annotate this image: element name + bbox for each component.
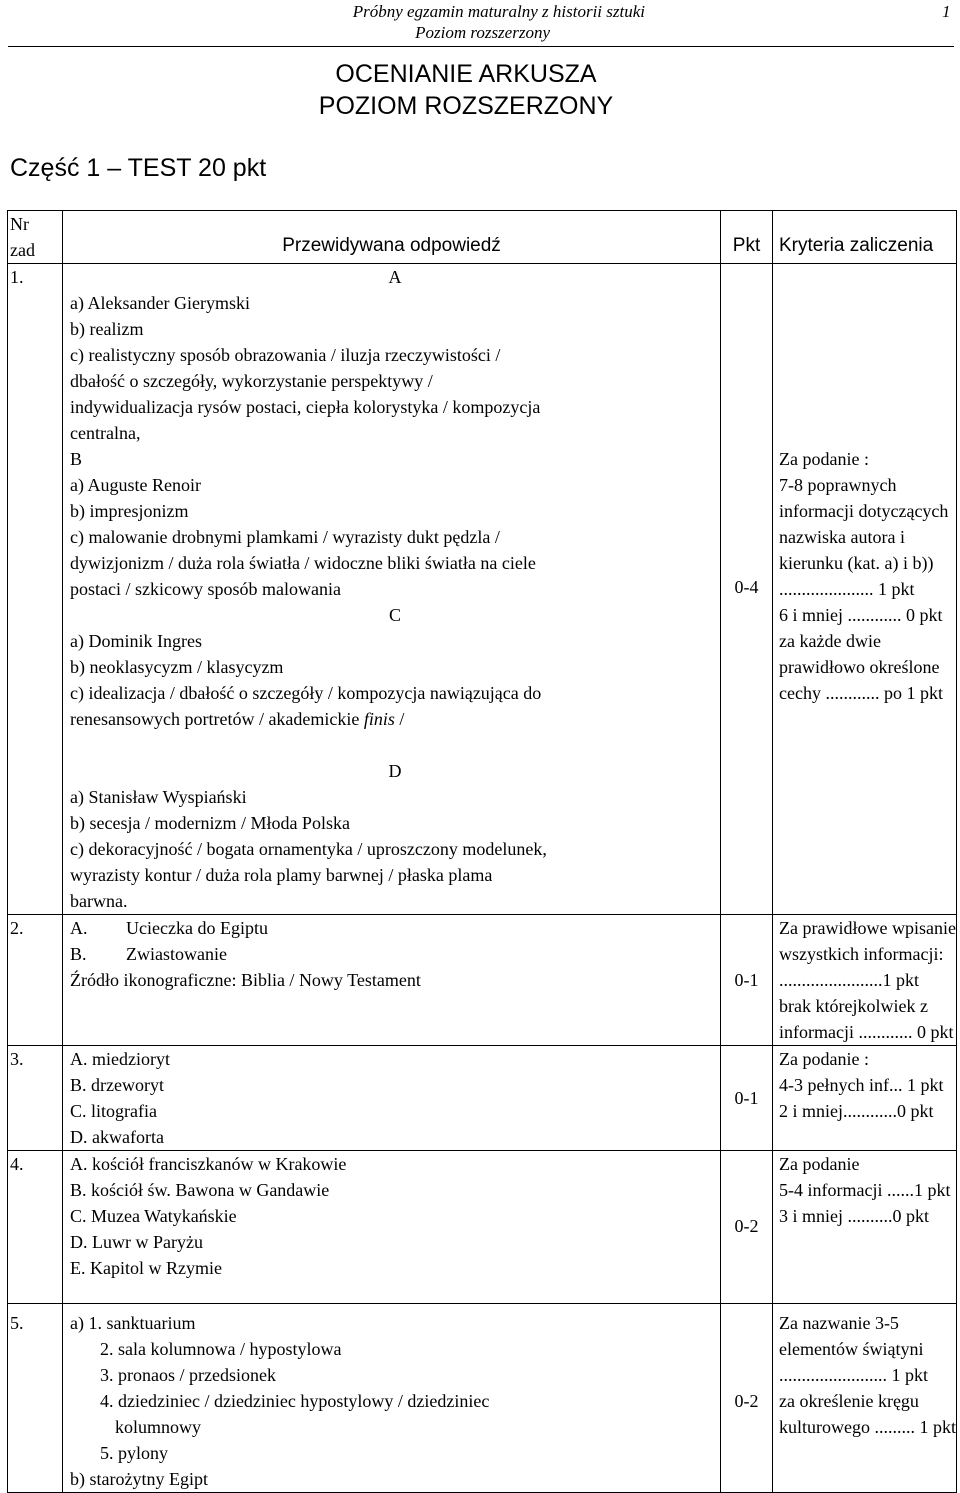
q5-line: 2. sala kolumnowa / hypostylowa [100,1339,342,1359]
q1-section-b-label: B [70,449,83,469]
main-title-line-1: OCENIANIE ARKUSZA [335,60,597,88]
q1-d-line: b) secesja / modernizm / Młoda Polska [70,813,350,833]
header-answer: Przewidywana odpowiedź [63,211,721,264]
table-row [8,1304,957,1493]
q3-criteria [773,1046,957,1151]
header-rule [8,46,954,47]
q5-crit-line: za określenie kręgu [779,1391,919,1411]
q1-answer [63,264,721,915]
q1-crit-line: cechy ............ po 1 pkt [779,683,943,703]
q1-crit-line: prawidłowo określone [779,657,940,677]
q5-line: 3. pronaos / przedsionek [100,1365,276,1385]
q1-crit-line: kierunku (kat. a) i b)) [779,553,934,573]
main-title [296,58,636,122]
q2-source: Źródło ikonograficzne: Biblia / Nowy Testament [70,970,421,990]
q2-line-label: A. [70,918,88,938]
table-row [8,915,957,1046]
q1-crit-line: Za podanie : [779,449,869,469]
main-title-line-2: POZIOM ROZSZERZONY [318,92,614,120]
q1-c-line: c) idealizacja / dbałość o szczegóły / kompozycja nawiązująca do [70,683,542,703]
q2-nr: 2. [8,915,63,1046]
q4-line: C. Muzea Watykańskie [70,1206,237,1226]
part-title: Część 1 – TEST 20 pkt [10,154,267,182]
q4-crit-line: Za podanie [779,1154,860,1174]
q2-answer [63,915,721,1046]
q1-section-c-label: C [388,605,401,625]
q5-crit-line: elementów świątyni [779,1339,924,1359]
q1-a-line: centralna, [70,423,141,443]
q1-section-d-label: D [388,761,402,781]
q1-crit-line: ..................... 1 pkt [779,579,915,599]
q1-b-line: dywizjonizm / duża rola światła / widoczne bliki światła na ciele [70,553,536,573]
q1-a-line: c) realistyczny sposób obrazowania / iluzja rzeczywistości / [70,345,501,365]
q3-crit-line: 2 i mniej............0 pkt [779,1101,934,1121]
q3-line: A. miedzioryt [70,1049,170,1069]
q3-line: D. akwaforta [70,1127,164,1147]
q1-c-line: b) neoklasycyzm / klasycyzm [70,657,284,677]
q2-line-text: Zwiastowanie [126,944,227,964]
q4-pkt: 0-2 [721,1151,773,1304]
q1-d-line: wyrazisty kontur / duża rola plamy barwnej / płaska plama [70,865,493,885]
q2-crit-line: brak którejkolwiek z [779,996,928,1016]
header-nr [8,211,63,264]
q1-a-line: dbałość o szczegóły, wykorzystanie perspektywy / [70,371,433,391]
q5-crit-line: ........................ 1 pkt [779,1365,929,1385]
q4-criteria [773,1151,957,1304]
table-row [8,1046,957,1151]
q1-section-a-label: A [388,267,402,287]
q4-line: E. Kapitol w Rzymie [70,1258,222,1278]
q1-b-line: b) impresjonizm [70,501,189,521]
q1-a-line: indywidualizacja rysów postaci, ciepła kolorystyka / kompozycja [70,397,541,417]
exam-level: Poziom rozszerzony [415,23,550,42]
q4-line: A. kościół franciszkanów w Krakowie [70,1154,347,1174]
q4-crit-line: 5-4 informacji ......1 pkt [779,1180,951,1200]
q4-crit-line: 3 i mniej ..........0 pkt [779,1206,929,1226]
q1-d-line: c) dekoracyjność / bogata ornamentyka / uproszczony modelunek, [70,839,547,859]
q1-c-finis: finis [363,709,395,729]
q1-a-line: a) Aleksander Gierymski [70,293,250,313]
header-criteria: Kryteria zaliczenia [773,211,957,264]
q2-crit-line: informacji ............ 0 pkt [779,1022,954,1042]
q1-crit-line: 7-8 poprawnych [779,475,897,495]
q3-crit-line: Za podanie : [779,1049,869,1069]
q1-c-line [70,706,720,732]
q2-line [70,915,720,941]
q5-crit-line: Za nazwanie 3-5 [779,1313,899,1333]
q1-crit-line: informacji dotyczących [779,501,949,521]
q1-nr: 1. [8,264,63,915]
q4-nr: 4. [8,1151,63,1304]
q2-line-label: B. [70,944,87,964]
header-nr-line2: zad [10,240,35,260]
q1-crit-line: nazwiska autora i [779,527,905,547]
q1-pkt: 0-4 [721,264,773,915]
q3-answer [63,1046,721,1151]
answer-key-table [7,210,957,1493]
q4-line: D. Luwr w Paryżu [70,1232,203,1252]
q5-nr: 5. [8,1304,63,1493]
q5-crit-line: kulturowego ......... 1 pkt [779,1417,956,1437]
table-header-row [8,211,957,264]
q4-answer [63,1151,721,1304]
q5-line: b) starożytny Egipt [70,1469,208,1489]
q3-crit-line: 4-3 pełnych inf... 1 pkt [779,1075,944,1095]
q1-crit-line: za każde dwie [779,631,881,651]
q2-crit-line: wszystkich informacji: [779,944,944,964]
q2-line [70,941,720,967]
q1-a-line: b) realizm [70,319,144,339]
q2-criteria [773,915,957,1046]
q1-spacer [70,732,720,758]
q5-line: 5. pylony [100,1443,169,1463]
q5-line: kolumnowy [115,1417,202,1437]
q1-c-line-end: / [394,709,405,729]
table-row [8,1151,957,1304]
exam-title: Próbny egzamin maturalny z historii sztuki [352,2,645,21]
q2-pkt: 0-1 [721,915,773,1046]
page-number: 1 [942,2,951,21]
table-row [8,264,957,915]
q3-line: C. litografia [70,1101,157,1121]
q2-line-text: Ucieczka do Egiptu [126,918,268,938]
q1-crit-line: 6 i mniej ............ 0 pkt [779,605,943,625]
q1-d-line: barwna. [70,891,128,911]
q1-d-line: a) Stanisław Wyspiański [70,787,247,807]
q1-criteria [773,264,957,915]
q4-line: B. kościół św. Bawona w Gandawie [70,1180,330,1200]
q1-c-line-text: renesansowych portretów / akademickie [70,709,364,729]
q5-pkt: 0-2 [721,1304,773,1493]
q3-pkt: 0-1 [721,1046,773,1151]
q5-line: 4. dziedziniec / dziedziniec hypostylowy / dziedziniec [100,1391,490,1411]
header-pkt: Pkt [721,211,773,264]
q3-line: B. drzeworyt [70,1075,164,1095]
q1-b-line: a) Auguste Renoir [70,475,201,495]
q1-c-line: a) Dominik Ingres [70,631,202,651]
header-nr-line1: Nr [10,214,29,234]
q5-line: a) 1. sanktuarium [70,1313,196,1333]
q1-b-line: c) malowanie drobnymi plamkami / wyrazisty dukt pędzla / [70,527,500,547]
q5-criteria [773,1304,957,1493]
q1-b-line: postaci / szkicowy sposób malowania [70,579,341,599]
q2-crit-line: .......................1 pkt [779,970,920,990]
q3-nr: 3. [8,1046,63,1151]
q2-crit-line: Za prawidłowe wpisanie [779,918,956,938]
q5-answer [63,1304,721,1493]
